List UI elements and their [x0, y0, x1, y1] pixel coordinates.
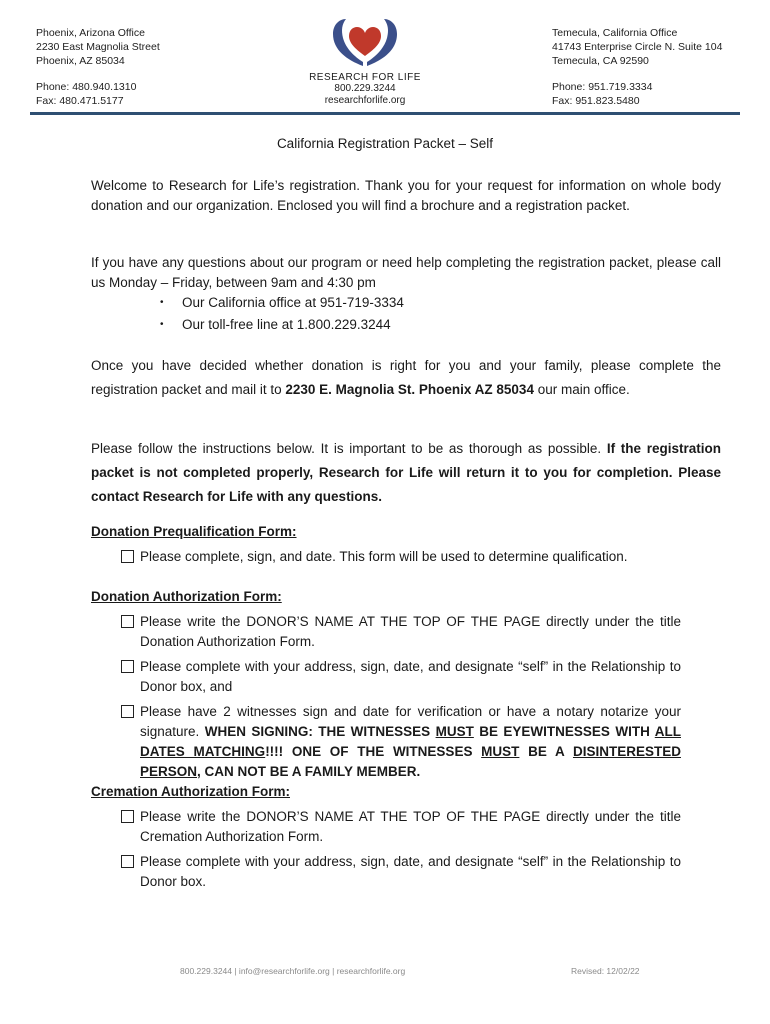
office-city: Temecula, CA 92590 — [552, 55, 649, 67]
office-name: Temecula, California Office — [552, 27, 678, 39]
mailing-address: 2230 E. Magnolia St. Phoenix AZ 85034 — [285, 382, 534, 397]
research-for-life-logo — [300, 16, 430, 107]
instructions-paragraph: Please follow the instructions below. It is important to be as thorough as possible. If the registration packet is not completed properly, Research for Life will return it to you for completion. Please contact Research for Life with any questions. — [91, 441, 721, 504]
logo-name: RESEARCH FOR LIFE — [309, 72, 421, 83]
welcome-paragraph: Welcome to Research for Life’s registration. Thank you for your request for information on whole body donation and our organization. Enclosed you will find a brochure and a registration packet. — [91, 178, 721, 213]
phoenix-office-address — [36, 26, 160, 108]
checklist-item: Please complete, sign, and date. This form will be used to determine qualification. — [121, 547, 681, 567]
logo-phone: 800.229.3244 — [334, 83, 396, 94]
page-title: California Registration Packet – Self — [276, 136, 494, 151]
instructions-warning: If the registration packet is not completed properly, Research for Life will return it to you for completion. Please contact Research for Life with any questions. — [91, 441, 721, 504]
mailing-paragraph: Once you have decided whether donation is right for you and your family, please complete the registration packet and mail it to 2230 E. Magnolia St. Phoenix AZ 85034 our main office. — [91, 358, 721, 397]
office-phone: Phone: 480.940.1310 — [36, 81, 137, 93]
footer-revised-date: Revised: 12/02/22 — [571, 966, 640, 976]
checklist-item — [121, 702, 681, 782]
office-fax: Fax: 951.823.5480 — [552, 95, 640, 107]
footer-contact: 800.229.3244 | info@researchforlife.org | researchforlife.org — [180, 966, 406, 976]
checklist-item: Please complete with your address, sign, date, and designate “self” in the Relationship to Donor box, and — [121, 657, 681, 697]
temecula-office-address — [552, 26, 722, 108]
checklist-item: Please write the DONOR’S NAME AT THE TOP OF THE PAGE directly under the title Donation Authorization Form. — [121, 612, 681, 652]
checkbox[interactable] — [121, 705, 134, 718]
office-phone: Phone: 951.719.3334 — [552, 81, 653, 93]
checkbox[interactable] — [121, 660, 134, 673]
checkbox[interactable] — [121, 855, 134, 868]
checklist-item: Please complete with your address, sign, date, and designate “self” in the Relationship to Donor box. — [121, 852, 681, 892]
witness-instructions: Please have 2 witnesses sign and date for verification or have a notary notarize your signature. WHEN SIGNING: THE WITNESSES MUST BE EYEWITNESSES WITH ALL DATES MATCHING!!!! ONE OF THE WITNESSES MUST BE A DISINTERESTED PERSON, CAN NOT BE A FAMILY MEMBER. — [140, 704, 681, 779]
cremation-section-title: Cremation Authorization Form: — [91, 784, 290, 799]
questions-paragraph: If you have any questions about our program or need help completing the registration packet, please call us Monday – Friday, between 9am and 4:30 pm — [91, 255, 721, 290]
office-name: Phoenix, Arizona Office — [36, 27, 145, 39]
logo-website: researchforlife.org — [324, 95, 406, 106]
authorization-section-title: Donation Authorization Form: — [91, 589, 282, 604]
prequalification-section-title: Donation Prequalification Form: — [91, 524, 297, 539]
bullet-icon: • — [160, 297, 164, 308]
checkbox[interactable] — [121, 615, 134, 628]
list-item: • Our California office at 951-719-3334 — [160, 292, 404, 314]
bullet-icon: • — [160, 319, 164, 330]
checkbox[interactable] — [121, 550, 134, 563]
contact-bullet-list — [160, 292, 404, 336]
header-divider — [30, 112, 740, 115]
checklist-item: Please write the DONOR’S NAME AT THE TOP OF THE PAGE directly under the title Cremation Authorization Form. — [121, 807, 681, 847]
office-street: 41743 Enterprise Circle N. Suite 104 — [552, 41, 723, 53]
office-city: Phoenix, AZ 85034 — [36, 55, 125, 67]
list-item: • Our toll-free line at 1.800.229.3244 — [160, 314, 404, 336]
checkbox[interactable] — [121, 810, 134, 823]
office-street: 2230 East Magnolia Street — [36, 41, 160, 53]
office-fax: Fax: 480.471.5177 — [36, 95, 124, 107]
heart-hands-logo-icon — [329, 16, 401, 72]
